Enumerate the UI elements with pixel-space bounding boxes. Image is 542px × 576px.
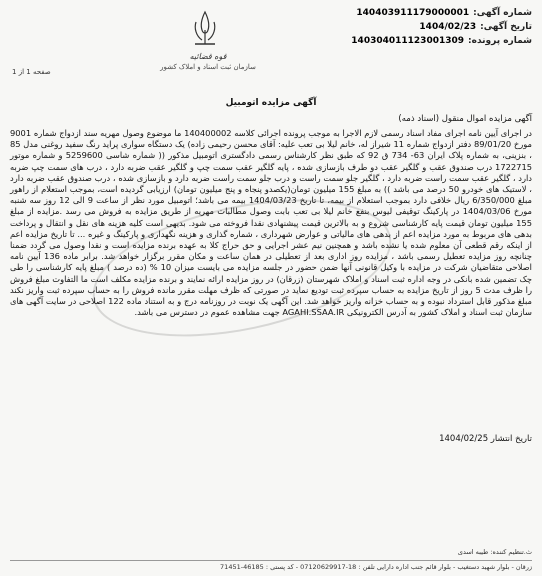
notice-subtitle: آگهی مزایده اموال منقول (اسناد ذمه) (398, 114, 532, 124)
org-line-1: قوه قضائیه (189, 52, 227, 61)
publish-date: تاریخ انتشار 1404/02/25 (439, 434, 532, 444)
organization-name (148, 52, 268, 71)
notice-body-text: در اجرای آیین نامه اجرای مفاد اسناد رسمی لازم الاجرا به موجب پرونده اجرائی کلاسه 140400002 ما موضوع وصول مهریه سند ازدواج شماره 9001 مورخ 89/01/20 دفتر ازدواج شماره 11 شیراز له، خانم لیلا بی تعب علیه: آقای محسن رحیمی زاده) یک دستگاه سواری پراید رنگ سفید روغنی مدل 85 ، بنزینی، به شماره پلاک ایران 63- 734 ق 92 که طبق نظر کارشناس رسمی دادگستری اتومبیل مذکور (( شماره شاسی 5259600 و شماره موتور 1722715 درب صندوق عقب و گلگیر عقب دو طرف بازسازی شده ، پایه گلگیر عقب سمت چپ و گلگیر عقب ضربه دارد ، درب های سمت چپ ضربه دارد ، گلگیر عقب سمت راست ضربه دارد ، گلگیر جلو سمت راست و درب جلو سمت راست ضربه دارد و بازسازی شده ، درب صندوق عقب ضربه دارد ، لاستیک های خودرو 50 درصد می باشد )) به مبلغ 155 میلیون تومان(یکصدو پنجاه و پنج میلیون تومان) ارزیابی گردیده است، بموجب استعلام از راهور مبلغ 6/350/000 ریال خلافی دارد بموجب استعلام از بیمه، تا تاریخ 1404/03/23 بیمه می باشد؛ اتومبیل مورد نظر از ساعت 9 الی 12 روز سه شنبه مورخ 1404/03/06 در پارکینگ توقیفی لیوس بنفع خانم لیلا بی تعب بابت وصول مطالبات مهریه از طریق مزایده به فروش می رسد .مزایده از مبلغ 155 میلیون تومان قیمت پایه کارشناسی شروع و به بالاترین قیمت پیشنهادی نقدا فروخته می شود. بدیهی است کلیه هزینه های نقل و انتقال و پرداخت بدهی های مربوط به مورد مزایده اعم از بدهی های مالیاتی و عوارض شهرداری ، شماره گذاری و هزینه نگهداری و پارکینگ و غیره ... تا تاریخ مزایده اعم از اینکه رقم قطعی آن معلوم شده یا نشده باشد و همچنین نیم عشر اجرایی و حق حراج کلا به عهده برنده مزایده است و نقدا وصول می گردد ضمنا چنانچه روز مزایده تعطیل رسمی باشد ، مزایده روز اداری بعد از تعطیلی در همان ساعت و مکان مقرر برگزار خواهد شد. برابر ماده 136 آیین نامه اصلاحی متقاضیان شرکت در مزایده با وکیل قانونی آنها ضمن حضور در جلسه مزایده می بایست میزان 10 % (ده درصد ) مبلغ پایه کارشناسی را طی چک تضمین شده بانکی در وجه اداره ثبت اسناد و املاک شهرستان (زرقان) در روز مزایده ارائه نمایند و برنده مزایده مکلف است ما التفاوت مبلغ فروش را ظرف مدت 5 روز از تاریخ مزایده به حساب سپرده ثبت تودیع نماید در صورتی که ظرف مهلت مقرر مانده فروش را به حساب سپرده ثبت واریز نکند مبلغ مذکور قابل استرداد نبوده و به حساب خزانه واریز خواهد شد. این آگهی یک نوبت در روزنامه درج و به استناد ماده 122 اصلاحی در سایت آگهی های سازمان ثبت اسناد و املاک کشور به آدرس الکترونیکی AGAHI.SSAA.IR جهت مشاهده عموم در دسترس می باشد. (10, 128, 533, 318)
meta-row-file-number: شماره پرونده:140304011123001309 (351, 36, 532, 46)
meta-row-notice-number: شماره آگهی:140403911179000001 (356, 8, 532, 18)
signature-line: ث.تنظیم کننده: طیبه اسدی (457, 548, 532, 556)
page-number: صفحه 1 از 1 (12, 68, 51, 76)
judiciary-emblem-icon (190, 8, 220, 48)
notice-header (0, 0, 542, 90)
address-footer: زرقان - بلوار شهید دستغیب - بلوار قائم جنب اداره دارایی تلفن : 18-07120629917 - کد پستی : 46185-71451 (10, 560, 532, 571)
notice-meta (270, 6, 532, 48)
notice-title: آگهی مزایده اتومبیل (225, 98, 317, 108)
notice-body (10, 128, 532, 318)
meta-row-notice-date: تاریخ آگهی:1404/02/23 (419, 22, 532, 32)
org-line-2: سازمان ثبت اسناد و املاک کشور (160, 63, 256, 71)
